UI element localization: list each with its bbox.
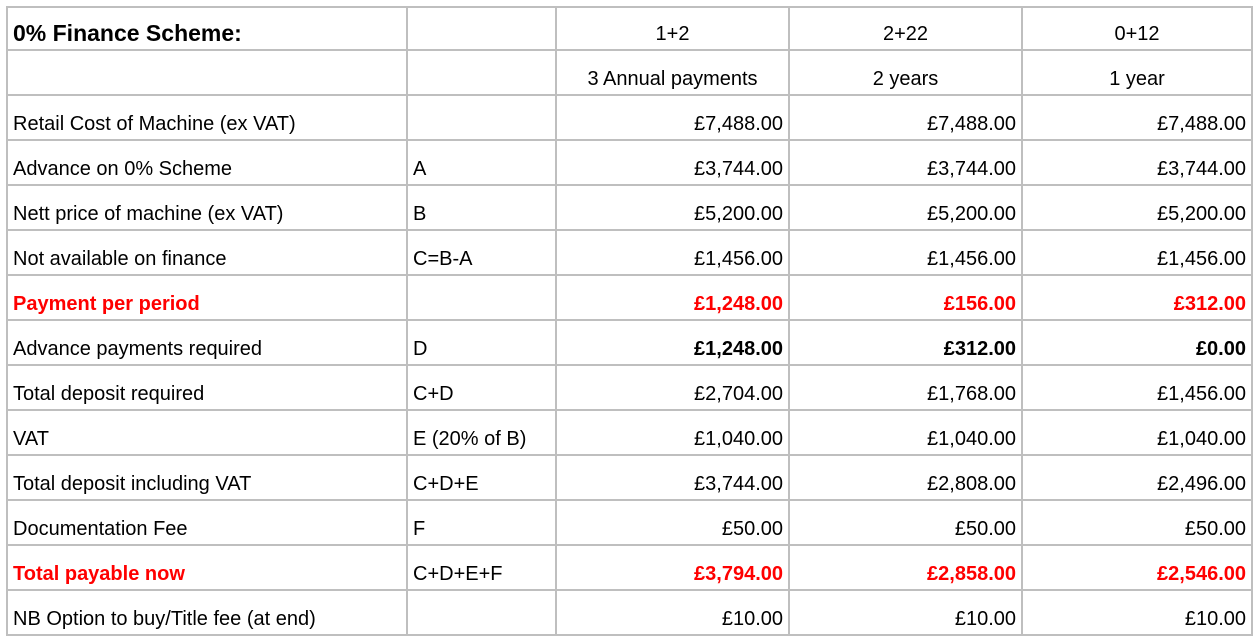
row-value-option-2: £1,040.00 <box>789 410 1022 455</box>
table-row <box>7 455 1252 500</box>
row-value-option-3: £0.00 <box>1022 320 1252 365</box>
table-row <box>7 185 1252 230</box>
table-row <box>7 500 1252 545</box>
header-row-options <box>7 7 1252 50</box>
table-row <box>7 410 1252 455</box>
row-formula-code <box>407 590 556 635</box>
option-name: 1+2 <box>556 7 789 50</box>
option-name: 0+12 <box>1022 7 1252 50</box>
row-value-option-3: £1,040.00 <box>1022 410 1252 455</box>
row-value-option-2: £3,744.00 <box>789 140 1022 185</box>
row-value-option-2: £7,488.00 <box>789 95 1022 140</box>
table-row <box>7 545 1252 590</box>
row-formula-code: F <box>407 500 556 545</box>
row-label: Total deposit including VAT <box>7 455 407 500</box>
row-value-option-2: £1,456.00 <box>789 230 1022 275</box>
row-value-option-3: £2,496.00 <box>1022 455 1252 500</box>
row-value-option-2: £2,858.00 <box>789 545 1022 590</box>
row-label: NB Option to buy/Title fee (at end) <box>7 590 407 635</box>
table-row <box>7 275 1252 320</box>
row-value-option-2: £156.00 <box>789 275 1022 320</box>
finance-scheme-table <box>6 6 1253 636</box>
row-formula-code: C+D+E <box>407 455 556 500</box>
row-value-option-1: £2,704.00 <box>556 365 789 410</box>
row-value-option-1: £3,744.00 <box>556 140 789 185</box>
table-row <box>7 590 1252 635</box>
row-value-option-1: £50.00 <box>556 500 789 545</box>
row-formula-code: C+D+E+F <box>407 545 556 590</box>
table-title: 0% Finance Scheme: <box>7 7 407 50</box>
row-value-option-3: £1,456.00 <box>1022 230 1252 275</box>
row-formula-code: A <box>407 140 556 185</box>
row-value-option-1: £1,040.00 <box>556 410 789 455</box>
row-label: Nett price of machine (ex VAT) <box>7 185 407 230</box>
table-row <box>7 365 1252 410</box>
row-label: Payment per period <box>7 275 407 320</box>
row-value-option-1: £1,248.00 <box>556 320 789 365</box>
row-label: VAT <box>7 410 407 455</box>
option-term: 3 Annual payments <box>556 50 789 95</box>
row-label: Advance on 0% Scheme <box>7 140 407 185</box>
row-formula-code: D <box>407 320 556 365</box>
table-row <box>7 95 1252 140</box>
row-label: Total payable now <box>7 545 407 590</box>
row-formula-code <box>407 275 556 320</box>
row-value-option-3: £7,488.00 <box>1022 95 1252 140</box>
row-value-option-3: £2,546.00 <box>1022 545 1252 590</box>
row-formula-code: B <box>407 185 556 230</box>
header-row-terms <box>7 50 1252 95</box>
row-value-option-1: £1,248.00 <box>556 275 789 320</box>
row-formula-code: E (20% of B) <box>407 410 556 455</box>
row-value-option-1: £10.00 <box>556 590 789 635</box>
row-value-option-3: £3,744.00 <box>1022 140 1252 185</box>
row-label: Total deposit required <box>7 365 407 410</box>
option-term: 2 years <box>789 50 1022 95</box>
row-formula-code <box>407 95 556 140</box>
row-value-option-2: £2,808.00 <box>789 455 1022 500</box>
row-value-option-2: £50.00 <box>789 500 1022 545</box>
row-value-option-2: £312.00 <box>789 320 1022 365</box>
option-name: 2+22 <box>789 7 1022 50</box>
row-formula-code: C=B-A <box>407 230 556 275</box>
table-row <box>7 320 1252 365</box>
row-value-option-2: £5,200.00 <box>789 185 1022 230</box>
header-code-cell <box>407 7 556 50</box>
row-value-option-1: £3,744.00 <box>556 455 789 500</box>
row-value-option-2: £10.00 <box>789 590 1022 635</box>
row-value-option-3: £1,456.00 <box>1022 365 1252 410</box>
row-label: Not available on finance <box>7 230 407 275</box>
option-term: 1 year <box>1022 50 1252 95</box>
row-value-option-1: £1,456.00 <box>556 230 789 275</box>
header-code-cell <box>407 50 556 95</box>
row-value-option-1: £3,794.00 <box>556 545 789 590</box>
row-value-option-1: £5,200.00 <box>556 185 789 230</box>
row-value-option-3: £10.00 <box>1022 590 1252 635</box>
row-label: Advance payments required <box>7 320 407 365</box>
table-row <box>7 230 1252 275</box>
row-formula-code: C+D <box>407 365 556 410</box>
row-value-option-1: £7,488.00 <box>556 95 789 140</box>
row-value-option-2: £1,768.00 <box>789 365 1022 410</box>
table-row <box>7 140 1252 185</box>
row-value-option-3: £5,200.00 <box>1022 185 1252 230</box>
table-body <box>7 7 1252 635</box>
header-label-cell <box>7 50 407 95</box>
row-value-option-3: £312.00 <box>1022 275 1252 320</box>
row-label: Retail Cost of Machine (ex VAT) <box>7 95 407 140</box>
row-value-option-3: £50.00 <box>1022 500 1252 545</box>
row-label: Documentation Fee <box>7 500 407 545</box>
